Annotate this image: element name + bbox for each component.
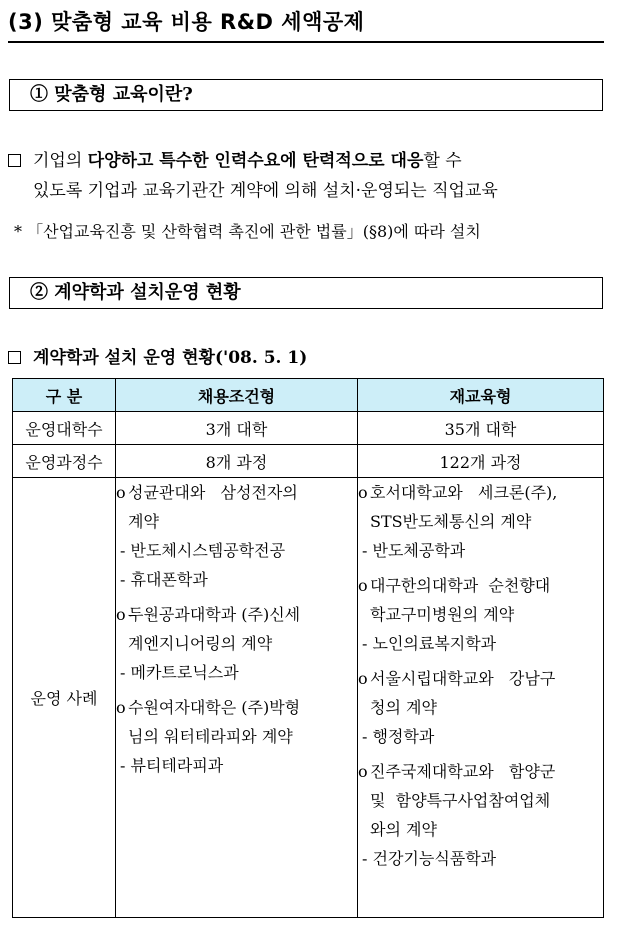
case-item: o 두원공과대학과 (주)신세 계엔지니어링의 계약 - 메카트로닉스과: [116, 605, 301, 682]
case-item: o 대구한의대학과 순천향대 학교구미병원의 계약 - 노인의료복지학과: [358, 576, 551, 653]
checkbox-square-icon: [8, 351, 21, 364]
case-item: o 수원여자대학은 (주)박형 님의 워터테라피와 계약 - 뷰티테라피과: [116, 698, 301, 775]
section1-heading: ① 맞춤형 교육이란?: [9, 79, 603, 111]
checkbox-square-icon: [8, 154, 21, 167]
header-category: 구 분: [13, 379, 116, 412]
section1-paragraph-line1: 기업의 다양하고 특수한 인력수요에 탄력적으로 대응할 수: [8, 146, 462, 171]
cases-retrain-type: [358, 478, 604, 918]
contract-dept-table: [12, 378, 604, 918]
row-label: 운영 사례: [13, 478, 116, 918]
header-hire-type: 채용조건형: [116, 379, 358, 412]
header-retrain-type: 재교육형: [358, 379, 604, 412]
table-cell: 35개 대학: [358, 412, 604, 445]
section2-subheading: 계약학과 설치 운영 현황('08. 5. 1): [8, 343, 307, 368]
case-item: o 진주국제대학교와 함양군 및 함양특구사업참여업체 와의 계약 - 건강기능식품학과: [358, 762, 556, 868]
section2-heading: ② 계약학과 설치운영 현황: [9, 277, 603, 309]
table-header-row: [13, 379, 604, 412]
cases-hire-type: [116, 478, 358, 918]
section1-paragraph-line2: 있도록 기업과 교육기관간 계약에 의해 설치·운영되는 직업교육: [33, 181, 498, 201]
table-cell: 122개 과정: [358, 445, 604, 478]
section1-note: * 「산업교육진흥 및 산학협력 촉진에 관한 법률」(§8)에 따라 설치: [14, 222, 481, 241]
row-label: 운영대학수: [13, 412, 116, 445]
case-item: o 서울시립대학교와 강남구 청의 계약 - 행정학과: [358, 669, 556, 746]
table-cell: 8개 과정: [116, 445, 358, 478]
table-row: [13, 445, 604, 478]
emphasis-text: 다양하고 특수한 인력수요에 탄력적으로 대응: [87, 151, 424, 171]
table-cell: 3개 대학: [116, 412, 358, 445]
row-label: 운영과정수: [13, 445, 116, 478]
case-item: o 성균관대와 삼성전자의 계약 - 반도체시스템공학전공 - 휴대폰학과: [116, 483, 298, 589]
case-item: o 호서대학교와 세크론(주), STS반도체통신의 계약 - 반도체공학과: [358, 483, 558, 560]
table-row: [13, 412, 604, 445]
title-divider: [8, 41, 604, 43]
table-row-cases: [13, 478, 604, 918]
page-title: (3) 맞춤형 교육 비용 R&D 세액공제: [8, 10, 365, 34]
